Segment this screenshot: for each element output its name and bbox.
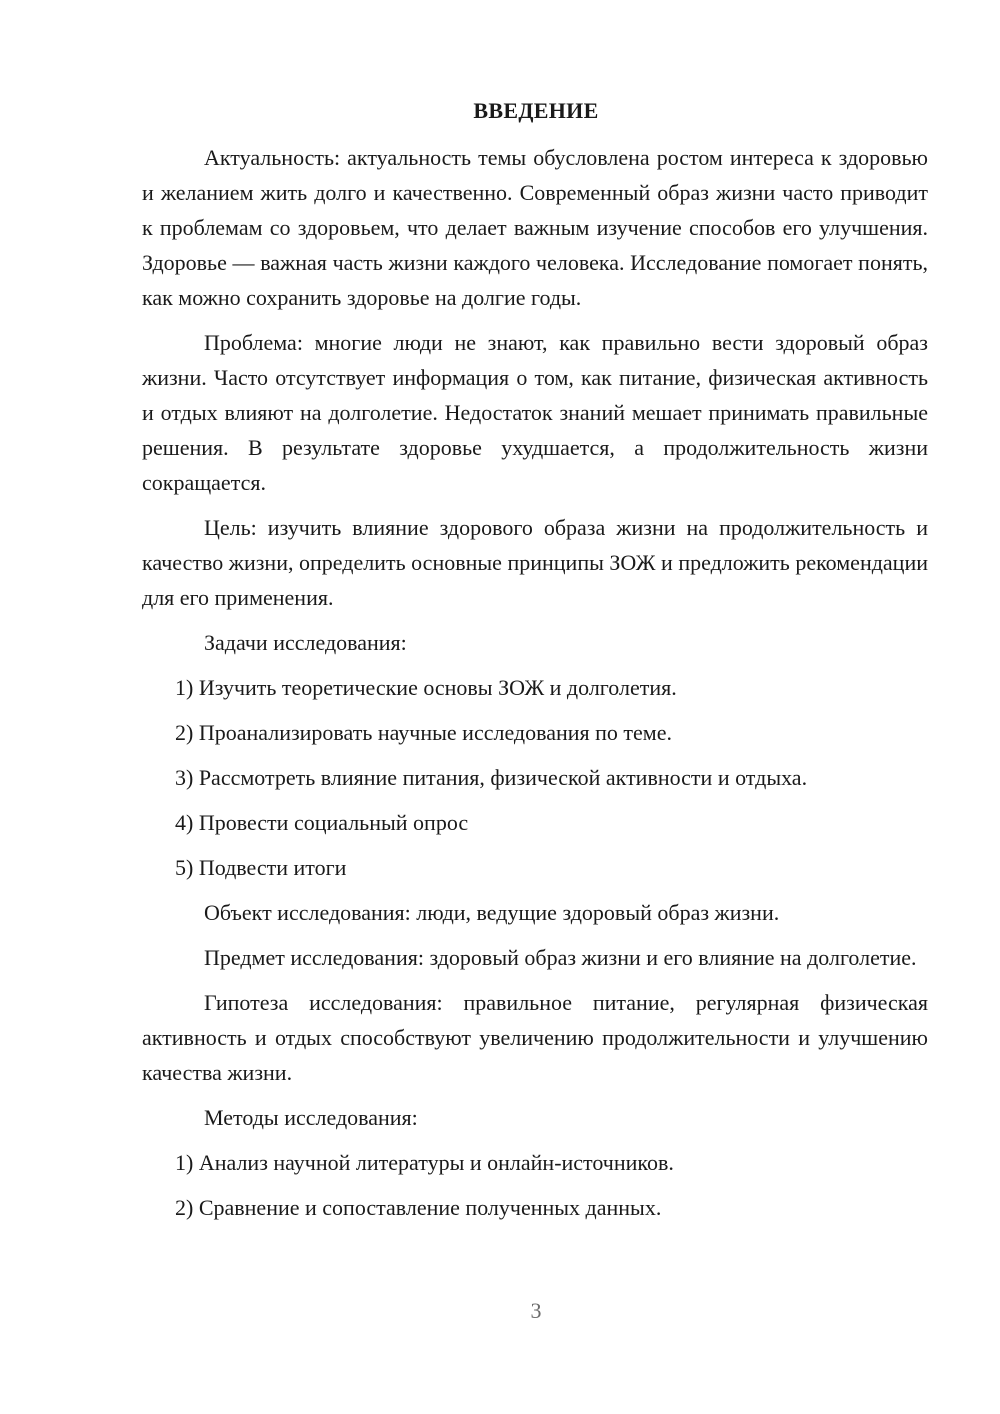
paragraph-goal: Цель: изучить влияние здорового образа жизни на продолжительность и качество жизни, определить основные принципы ЗОЖ и предложить рекомендации для его применения.	[142, 515, 928, 610]
paragraph-problem: Проблема: многие люди не знают, как правильно вести здоровый образ жизни. Часто отсутствует информация о том, как питание, физическая активность и отдых влияют на долголетие. Недостаток знаний мешает принимать правильные решения. В результате здоровье ухудшается, а продолжительность жизни сокращается.	[142, 330, 928, 495]
paragraph-hypothesis: Гипотеза исследования: правильное питание, регулярная физическая активность и отдых способствуют увеличению продолжительности и улучшению качества жизни.	[142, 990, 928, 1085]
list-item: 1) Изучить теоретические основы ЗОЖ и долголетия.	[175, 675, 677, 700]
page-number: 3	[530, 1298, 542, 1323]
section-heading: ВВЕДЕНИЕ	[473, 98, 599, 123]
paragraph-relevance: Актуальность: актуальность темы обусловлена ростом интереса к здоровью и желанием жить долго и качественно. Современный образ жизни часто приводит к проблемам со здоровьем, что делает важным изучение способов его улучшения. Здоровье — важная часть жизни каждого человека. Исследование помогает понять, как можно сохранить здоровье на долгие годы.	[142, 145, 928, 310]
list-item: 2) Сравнение и сопоставление полученных данных.	[175, 1195, 662, 1220]
methods-title: Методы исследования:	[204, 1105, 418, 1130]
body-text	[142, 140, 928, 1235]
list-item: 3) Рассмотреть влияние питания, физической активности и отдыха.	[175, 765, 808, 790]
tasks-title: Задачи исследования:	[204, 630, 407, 655]
list-item: 4) Провести социальный опрос	[175, 810, 469, 835]
paragraph-subject: Предмет исследования: здоровый образ жизни и его влияние на долголетие.	[204, 945, 917, 970]
paragraph-object: Объект исследования: люди, ведущие здоровый образ жизни.	[204, 900, 780, 925]
list-item: 2) Проанализировать научные исследования по теме.	[175, 720, 672, 745]
tasks-list	[142, 670, 928, 885]
list-item: 1) Анализ научной литературы и онлайн-источников.	[175, 1150, 674, 1175]
methods-list	[142, 1145, 928, 1225]
list-item: 5) Подвести итоги	[175, 855, 347, 880]
